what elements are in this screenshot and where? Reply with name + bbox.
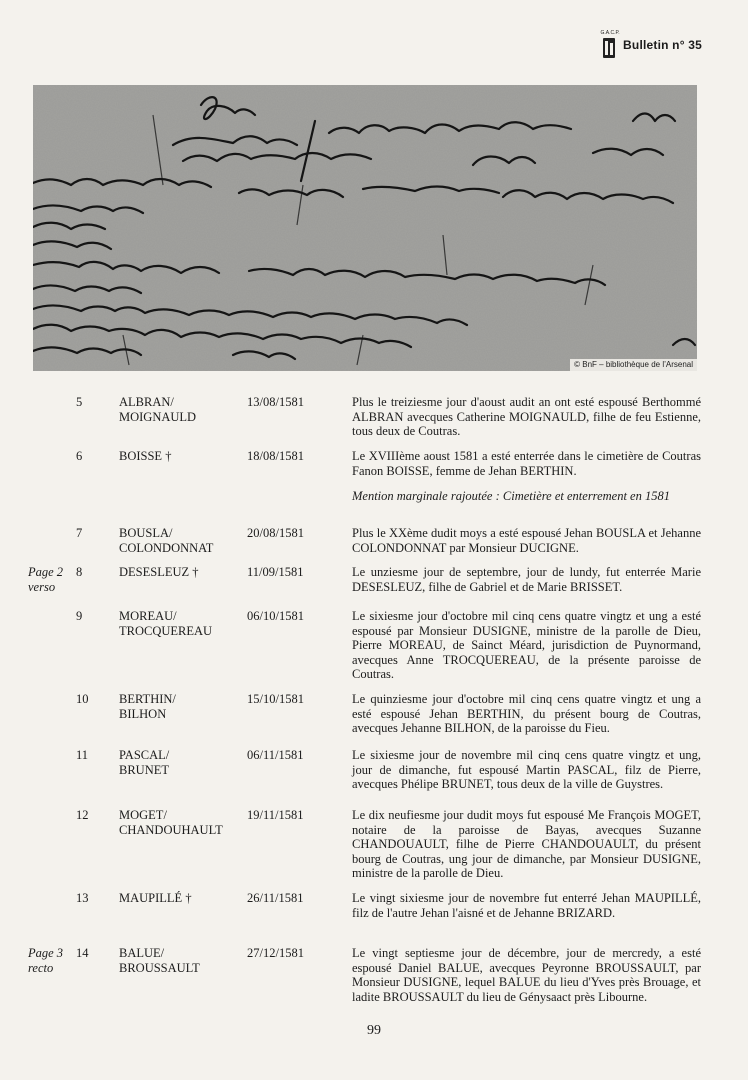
entry-row: [0, 609, 748, 692]
entry-date: 06/11/1581: [247, 748, 304, 762]
entry-text: Le unziesme jour de septembre, jour de lundy, fut enterrée Marie DESESLEUZ, filhe de Gabriel et de Marie BRISSET.: [352, 565, 701, 594]
bulletin-title: Bulletin n° 35: [623, 38, 702, 52]
entry-text: Plus le XXème dudit moys a esté espousé Jehan BOUSLA et Jehanne COLONDONNAT par Monsieur DUCIGNE.: [352, 526, 701, 555]
entry-names: [119, 565, 199, 580]
entry-name-line: BOISSE †: [119, 449, 172, 463]
manuscript-image: [33, 85, 697, 371]
entry-number: 14: [76, 946, 89, 960]
entry-text: Le sixiesme jour de novembre mil cinq cens quatre vingtz et ung, jour de dimanche, fut espousé Martin PASCAL, filz de Pierre, avecques Phélipe BRUNET, tous deux de la ville de Guystres.: [352, 748, 701, 791]
entry-date: 13/08/1581: [247, 395, 304, 409]
entry-row: [0, 946, 748, 1010]
entry-date: 27/12/1581: [247, 946, 304, 960]
entry-row: [0, 565, 748, 609]
entry-names: [119, 526, 213, 555]
entry-number: 5: [76, 395, 83, 409]
handwriting-illustration: [33, 85, 697, 371]
entry-date: 20/08/1581: [247, 526, 304, 540]
entry-names: [119, 946, 200, 975]
page-number: 99: [367, 1023, 381, 1038]
folio-reference: Page 3 recto: [28, 946, 64, 975]
entry-date: 11/09/1581: [247, 565, 304, 579]
marginal-note: Mention marginale rajoutée : Cimetière et enterrement en 1581: [352, 489, 670, 503]
entry-number: 6: [76, 449, 83, 463]
entry-name-line: BILHON: [119, 706, 167, 721]
page-header: [601, 31, 702, 59]
entry-name-line: CHANDOUHAULT: [119, 822, 223, 837]
entry-name-line: BALUE/: [119, 946, 165, 960]
entry-row: [0, 526, 748, 565]
entry-names: [119, 748, 169, 777]
logo-caption: G.A.C.P.: [600, 30, 620, 36]
entry-number: 7: [76, 526, 83, 540]
entry-number: 11: [76, 748, 89, 762]
entry-row: [0, 891, 748, 946]
society-logo: [600, 30, 620, 59]
entry-names: [119, 891, 192, 906]
entry-name-line: MOGET/: [119, 808, 167, 822]
entry-row: [0, 748, 748, 808]
entry-text: Le vingt sixiesme jour de novembre fut enterré Jehan MAUPILLÉ, filz de l'autre Jehan l'aisné et de Jehanne BRIZARD.: [352, 891, 701, 920]
entry-name-line: BERTHIN/: [119, 692, 176, 706]
entry-names: [119, 449, 171, 464]
entry-text: Le vingt septiesme jour de décembre, jour de mercredy, a esté espousé Daniel BALUE, avecques Peyronne BROUSSAULT, par Monsieur DUSIGNE, lequel BALUE du lieu d'Yves près Brouage, et ladite BROUSSAULT du lieu de Génysaact près Libourne.: [352, 946, 701, 1004]
entry-name-line: MAUPILLÉ †: [119, 891, 192, 905]
entry-date: 18/08/1581: [247, 449, 304, 463]
entry-text-block: [352, 449, 701, 504]
entry-number: 9: [76, 609, 83, 623]
register-entries: [0, 395, 748, 1010]
entry-row: [0, 449, 748, 526]
image-credit: © BnF – bibliothèque de l’Arsenal: [570, 359, 697, 371]
logo-mark: [603, 38, 615, 58]
entry-names: [119, 395, 196, 424]
entry-date: 15/10/1581: [247, 692, 304, 706]
entry-date: 26/11/1581: [247, 891, 304, 905]
entry-name-line: COLONDONNAT: [119, 540, 214, 555]
entry-names: [119, 808, 223, 837]
entry-number: 12: [76, 808, 89, 822]
entry-text: Le dix neufiesme jour dudit moys fut espousé Me François MOGET, notaire de la paroisse de Bayas, avecques Suzanne CHANDOUAULT, filhe de Pierre CHANDOUAULT, du présent bourg de Coutras, ung jour de dimanche, par Monsieur DUSIGNE, ministre de la parolle de Dieu.: [352, 808, 701, 880]
entry-name-line: MOREAU/: [119, 609, 177, 623]
entry-name-line: BRUNET: [119, 762, 169, 777]
entry-text: Le quinziesme jour d'octobre mil cinq cens quatre vingtz et ung a esté espousé Jehan BERTHIN, du présent bourg de Coutras, avecques Jehanne BILHON, de la paroisse du Fieu.: [352, 692, 701, 735]
entry-row: [0, 692, 748, 748]
entry-name-line: TROCQUEREAU: [119, 623, 213, 638]
entry-name-line: PASCAL/: [119, 748, 170, 762]
entry-number: 8: [76, 565, 83, 579]
entry-row: [0, 395, 748, 449]
entry-number: 13: [76, 891, 89, 905]
entry-name-line: BROUSSAULT: [119, 960, 200, 975]
entry-names: [119, 609, 212, 638]
entry-text: Le XVIIIème aoust 1581 a esté enterrée dans le cimetière de Coutras Fanon BOISSE, femme de Jehan BERTHIN.: [352, 449, 701, 478]
entry-date: 19/11/1581: [247, 808, 304, 822]
entry-name-line: DESESLEUZ †: [119, 565, 199, 579]
entry-name-line: ALBRAN/: [119, 395, 174, 409]
entry-text: Plus le treiziesme jour d'aoust audit an ont esté espousé Berthommé ALBRAN avecques Catherine MOIGNAULD, filhe de feu Estienne, tous deux de Coutras.: [352, 395, 701, 438]
entry-names: [119, 692, 176, 721]
entry-number: 10: [76, 692, 89, 706]
folio-reference: Page 2 verso: [28, 565, 64, 594]
entry-text: Le sixiesme jour d'octobre mil cinq cens quatre vingtz et ung a esté espousé par Monsieur DUSIGNE, ministre de la parolle de Dieu, Pierre MOREAU, de Sainct Méard, jurisdiction de Puynormand, avecques Anne TROCQUEREAU, de la présente paroisse de Coutras.: [352, 609, 701, 681]
entry-row: [0, 808, 748, 891]
entry-name-line: BOUSLA/: [119, 526, 173, 540]
entry-name-line: MOIGNAULD: [119, 409, 197, 424]
entry-date: 06/10/1581: [247, 609, 304, 623]
